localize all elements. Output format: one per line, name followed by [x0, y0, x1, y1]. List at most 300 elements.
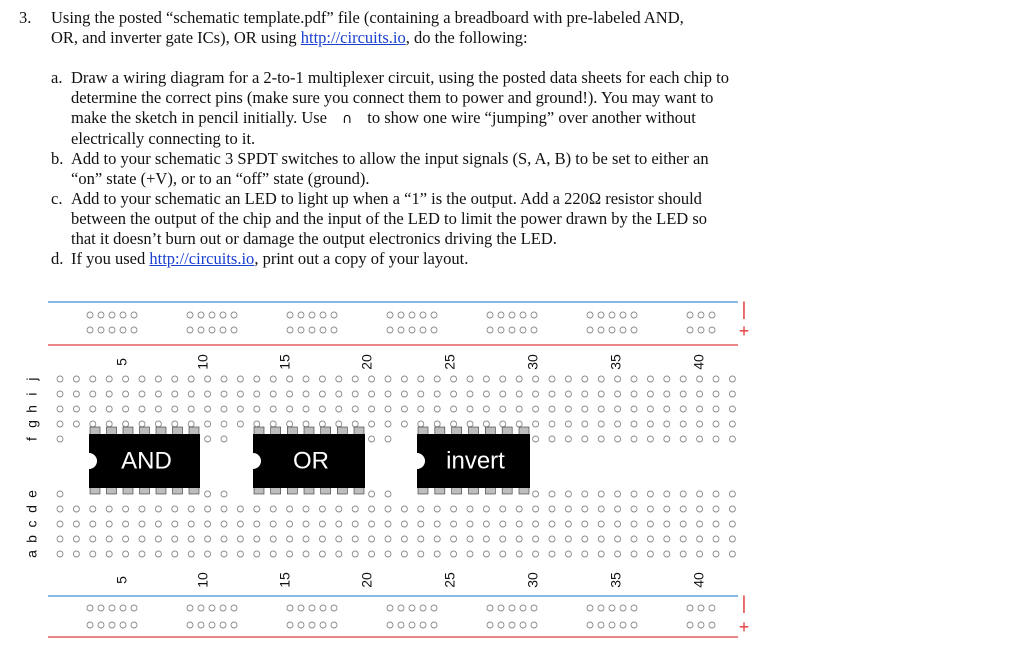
rail-hole	[431, 605, 437, 611]
rail-hole	[509, 327, 515, 333]
grid-hole	[221, 421, 227, 427]
grid-hole	[205, 536, 211, 542]
task-label: c.	[51, 189, 63, 208]
grid-hole	[73, 406, 79, 412]
grid-hole	[533, 436, 539, 442]
rail-hole	[609, 622, 615, 628]
grid-hole	[565, 391, 571, 397]
grid-hole	[434, 406, 440, 412]
grid-hole	[549, 421, 555, 427]
grid-hole	[729, 521, 735, 527]
question-intro-text: Using the posted “schematic template.pdf” file (containing a breadboard with pre-labeled AND, OR, and inverter gate ICs), OR using	[51, 8, 684, 47]
grid-hole	[123, 376, 129, 382]
grid-hole	[319, 551, 325, 557]
grid-hole	[467, 421, 473, 427]
grid-hole	[713, 376, 719, 382]
grid-hole	[500, 536, 506, 542]
rail-hole	[487, 605, 493, 611]
grid-hole	[451, 421, 457, 427]
rail-hole	[509, 622, 515, 628]
grid-hole	[319, 521, 325, 527]
rail-sign-minus: |	[741, 593, 747, 613]
rail-hole	[120, 327, 126, 333]
grid-hole	[106, 391, 112, 397]
grid-hole	[205, 376, 211, 382]
grid-hole	[385, 551, 391, 557]
grid-hole	[369, 521, 375, 527]
rail-hole	[209, 622, 215, 628]
grid-hole	[73, 421, 79, 427]
rail-hole	[320, 312, 326, 318]
rail-hole	[598, 327, 604, 333]
grid-hole	[565, 506, 571, 512]
rail-hole	[431, 622, 437, 628]
grid-hole	[549, 376, 555, 382]
rail-hole	[398, 312, 404, 318]
column-number: 5	[113, 358, 130, 366]
grid-hole	[500, 391, 506, 397]
grid-hole	[664, 536, 670, 542]
grid-hole	[615, 406, 621, 412]
grid-hole	[418, 521, 424, 527]
rail-hole	[231, 605, 237, 611]
rail-hole	[531, 622, 537, 628]
grid-hole	[57, 391, 63, 397]
grid-hole	[369, 391, 375, 397]
row-label-e: e	[23, 490, 40, 498]
rail-hole	[87, 605, 93, 611]
grid-hole	[615, 491, 621, 497]
rail-hole	[687, 312, 693, 318]
grid-hole	[713, 551, 719, 557]
grid-hole	[336, 536, 342, 542]
grid-hole	[434, 421, 440, 427]
rail-hole	[187, 605, 193, 611]
rail-hole	[98, 605, 104, 611]
column-number: 30	[524, 354, 541, 370]
grid-hole	[319, 376, 325, 382]
grid-hole	[565, 436, 571, 442]
grid-hole	[697, 391, 703, 397]
grid-hole	[418, 376, 424, 382]
rail-sign-plus: +	[738, 321, 750, 341]
rail-hole	[487, 327, 493, 333]
grid-hole	[598, 551, 604, 557]
grid-hole	[106, 376, 112, 382]
grid-hole	[631, 436, 637, 442]
grid-hole	[467, 521, 473, 527]
rail-hole	[431, 312, 437, 318]
grid-hole	[434, 506, 440, 512]
grid-hole	[172, 536, 178, 542]
rail-hole	[120, 622, 126, 628]
rail-hole	[709, 622, 715, 628]
grid-hole	[401, 391, 407, 397]
grid-hole	[664, 436, 670, 442]
grid-hole	[598, 421, 604, 427]
rail-hole	[498, 605, 504, 611]
grid-hole	[565, 536, 571, 542]
chip-label: AND	[121, 447, 172, 475]
rail-hole	[98, 312, 104, 318]
grid-hole	[352, 536, 358, 542]
grid-hole	[533, 536, 539, 542]
rail-hole	[98, 327, 104, 333]
grid-hole	[516, 376, 522, 382]
grid-hole	[172, 551, 178, 557]
rail-hole	[231, 622, 237, 628]
row-label-f: f	[23, 437, 40, 441]
rail-hole	[698, 622, 704, 628]
grid-hole	[401, 376, 407, 382]
grid-hole	[615, 436, 621, 442]
column-number: 20	[358, 354, 375, 370]
rail-hole	[420, 622, 426, 628]
grid-hole	[565, 376, 571, 382]
grid-hole	[106, 551, 112, 557]
grid-hole	[336, 551, 342, 557]
grid-hole	[221, 436, 227, 442]
row-label-g: g	[23, 420, 40, 428]
chip-invert-ic	[417, 427, 530, 494]
rail-hole	[487, 312, 493, 318]
rail-hole	[131, 605, 137, 611]
rail-hole	[231, 312, 237, 318]
grid-hole	[647, 491, 653, 497]
column-number: 15	[276, 354, 293, 370]
grid-hole	[434, 551, 440, 557]
grid-hole	[221, 376, 227, 382]
grid-hole	[237, 536, 243, 542]
grid-hole	[369, 506, 375, 512]
grid-hole	[123, 551, 129, 557]
grid-hole	[303, 391, 309, 397]
grid-hole	[598, 521, 604, 527]
grid-hole	[336, 506, 342, 512]
grid-hole	[451, 376, 457, 382]
grid-hole	[697, 406, 703, 412]
grid-hole	[188, 506, 194, 512]
grid-hole	[90, 521, 96, 527]
grid-hole	[631, 536, 637, 542]
rail-hole	[320, 327, 326, 333]
grid-hole	[155, 421, 161, 427]
grid-hole	[319, 421, 325, 427]
grid-hole	[533, 391, 539, 397]
rail-hole	[631, 605, 637, 611]
rail-hole	[409, 312, 415, 318]
grid-hole	[303, 506, 309, 512]
grid-hole	[352, 391, 358, 397]
rail-hole	[87, 622, 93, 628]
grid-hole	[188, 421, 194, 427]
grid-hole	[631, 491, 637, 497]
rail-hole	[587, 622, 593, 628]
grid-hole	[664, 391, 670, 397]
chips	[89, 427, 530, 494]
grid-hole	[680, 506, 686, 512]
grid-hole	[123, 536, 129, 542]
grid-hole	[385, 521, 391, 527]
grid-hole	[287, 421, 293, 427]
rail-hole	[609, 327, 615, 333]
grid-hole	[549, 406, 555, 412]
grid-hole	[483, 551, 489, 557]
row-label-i: i	[23, 392, 40, 396]
rail-hole	[198, 327, 204, 333]
rail-hole	[609, 605, 615, 611]
rail-hole	[431, 327, 437, 333]
rail-hole	[420, 605, 426, 611]
grid-hole	[500, 551, 506, 557]
grid-hole	[270, 536, 276, 542]
grid-hole	[385, 536, 391, 542]
grid-hole	[582, 491, 588, 497]
grid-hole	[598, 506, 604, 512]
rail-hole	[698, 327, 704, 333]
column-number: 40	[690, 572, 707, 588]
grid-hole	[483, 421, 489, 427]
grid-hole	[680, 436, 686, 442]
rail-hole	[298, 605, 304, 611]
grid-hole	[680, 376, 686, 382]
rail-sign-plus: +	[738, 617, 750, 637]
grid-hole	[549, 436, 555, 442]
grid-hole	[516, 421, 522, 427]
grid-hole	[385, 491, 391, 497]
rail-hole	[198, 622, 204, 628]
rail-hole	[598, 605, 604, 611]
grid-hole	[647, 391, 653, 397]
grid-hole	[647, 376, 653, 382]
rail-hole	[98, 622, 104, 628]
rail-hole	[687, 622, 693, 628]
grid-hole	[500, 406, 506, 412]
chip-label: OR	[293, 447, 329, 475]
circuits-io-link[interactable]: http://circuits.io	[300, 28, 406, 47]
grid-hole	[172, 421, 178, 427]
grid-hole	[221, 391, 227, 397]
rail-hole	[109, 327, 115, 333]
rail-hole	[309, 622, 315, 628]
grid-hole	[565, 551, 571, 557]
grid-hole	[664, 491, 670, 497]
rail-hole	[631, 312, 637, 318]
grid-hole	[729, 436, 735, 442]
rail-hole	[620, 605, 626, 611]
rail-hole	[109, 312, 115, 318]
rail-hole	[587, 312, 593, 318]
column-number: 35	[607, 354, 624, 370]
grid-hole	[237, 551, 243, 557]
grid-hole	[205, 491, 211, 497]
grid-hole	[205, 436, 211, 442]
grid-hole	[434, 536, 440, 542]
grid-hole	[467, 376, 473, 382]
grid-hole	[549, 551, 555, 557]
rail-hole	[220, 622, 226, 628]
grid-hole	[287, 521, 293, 527]
grid-hole	[451, 506, 457, 512]
grid-hole	[647, 536, 653, 542]
grid-hole	[57, 436, 63, 442]
grid-hole	[123, 406, 129, 412]
grid-hole	[533, 506, 539, 512]
grid-hole	[123, 421, 129, 427]
grid-hole	[565, 521, 571, 527]
grid-hole	[385, 406, 391, 412]
rail-hole	[120, 605, 126, 611]
grid-hole	[451, 406, 457, 412]
grid-hole	[713, 521, 719, 527]
grid-hole	[729, 551, 735, 557]
grid-hole	[664, 421, 670, 427]
grid-hole	[713, 506, 719, 512]
column-number: 30	[524, 572, 541, 588]
grid-hole	[139, 551, 145, 557]
task-text: Draw a wiring diagram for a 2-to-1 multiplexer circuit, using the posted data sheets for each chip to determine the correct pins (make sure you connect them to power and ground!). You may want to make the sketch in pencil initially. Use	[71, 68, 729, 127]
grid-hole	[451, 551, 457, 557]
rail-hole	[398, 622, 404, 628]
rail-hole	[120, 312, 126, 318]
rail-hole	[331, 327, 337, 333]
grid-hole	[434, 376, 440, 382]
column-number: 5	[113, 576, 130, 584]
rail-hole	[109, 605, 115, 611]
grid-hole	[697, 536, 703, 542]
grid-hole	[139, 406, 145, 412]
grid-hole	[385, 506, 391, 512]
grid-hole	[73, 521, 79, 527]
rail-sign-minus: |	[741, 299, 747, 319]
grid-hole	[73, 391, 79, 397]
grid-hole	[369, 551, 375, 557]
grid-hole	[664, 506, 670, 512]
grid-hole	[533, 521, 539, 527]
grid-hole	[270, 506, 276, 512]
grid-hole	[270, 551, 276, 557]
task-text-continued: to show one wire “jumping” over another without electrically connecting to it.	[71, 108, 696, 148]
rail-hole	[509, 605, 515, 611]
column-number: 10	[194, 572, 211, 588]
grid-hole	[729, 536, 735, 542]
rail-hole	[287, 312, 293, 318]
grid-hole	[500, 376, 506, 382]
chip-or-ic	[253, 427, 365, 494]
grid-hole	[401, 551, 407, 557]
grid-hole	[697, 521, 703, 527]
grid-hole	[221, 491, 227, 497]
grid-hole	[352, 506, 358, 512]
grid-hole	[385, 421, 391, 427]
grid-hole	[90, 376, 96, 382]
column-number: 20	[358, 572, 375, 588]
grid-hole	[155, 551, 161, 557]
grid-hole	[303, 376, 309, 382]
grid-hole	[631, 551, 637, 557]
grid-hole	[647, 506, 653, 512]
grid-hole	[205, 506, 211, 512]
rail-hole	[409, 327, 415, 333]
grid-hole	[729, 406, 735, 412]
grid-hole	[615, 391, 621, 397]
grid-hole	[254, 391, 260, 397]
task-label: d.	[51, 249, 64, 268]
grid-hole	[697, 551, 703, 557]
grid-hole	[680, 521, 686, 527]
grid-hole	[582, 506, 588, 512]
grid-hole	[57, 421, 63, 427]
grid-hole	[401, 521, 407, 527]
grid-hole	[713, 406, 719, 412]
rail-hole	[531, 312, 537, 318]
grid-hole	[713, 536, 719, 542]
grid-hole	[106, 421, 112, 427]
grid-hole	[188, 551, 194, 557]
grid-hole	[57, 521, 63, 527]
grid-hole	[582, 421, 588, 427]
grid-hole	[615, 376, 621, 382]
rail-hole	[287, 605, 293, 611]
grid-hole	[336, 406, 342, 412]
task-label: a.	[51, 68, 63, 87]
rail-hole	[387, 605, 393, 611]
rail-hole	[387, 327, 393, 333]
grid-hole	[155, 536, 161, 542]
grid-hole	[90, 551, 96, 557]
grid-hole	[139, 376, 145, 382]
grid-hole	[188, 406, 194, 412]
grid-hole	[582, 521, 588, 527]
rail-hole	[498, 622, 504, 628]
grid-hole	[697, 506, 703, 512]
rail-hole	[198, 605, 204, 611]
grid-hole	[582, 551, 588, 557]
rail-hole	[387, 622, 393, 628]
grid-hole	[221, 536, 227, 542]
grid-hole	[418, 391, 424, 397]
grid-hole	[155, 521, 161, 527]
grid-hole	[533, 376, 539, 382]
grid-hole	[615, 521, 621, 527]
rail-hole	[287, 327, 293, 333]
grid-hole	[680, 551, 686, 557]
circuits-io-link[interactable]: http://circuits.io	[149, 249, 255, 268]
grid-hole	[254, 551, 260, 557]
rail-hole	[531, 605, 537, 611]
grid-hole	[385, 436, 391, 442]
rail-hole	[398, 327, 404, 333]
grid-hole	[516, 391, 522, 397]
grid-hole	[336, 421, 342, 427]
row-label-d: d	[23, 505, 40, 513]
grid-hole	[172, 376, 178, 382]
grid-hole	[516, 551, 522, 557]
grid-hole	[123, 521, 129, 527]
grid-hole	[287, 406, 293, 412]
rail-hole	[509, 312, 515, 318]
grid-hole	[172, 506, 178, 512]
grid-hole	[303, 521, 309, 527]
grid-hole	[90, 506, 96, 512]
rail-hole	[109, 622, 115, 628]
rail-hole	[209, 327, 215, 333]
grid-hole	[582, 436, 588, 442]
grid-hole	[369, 536, 375, 542]
grid-hole	[57, 506, 63, 512]
grid-hole	[401, 406, 407, 412]
grid-hole	[664, 406, 670, 412]
